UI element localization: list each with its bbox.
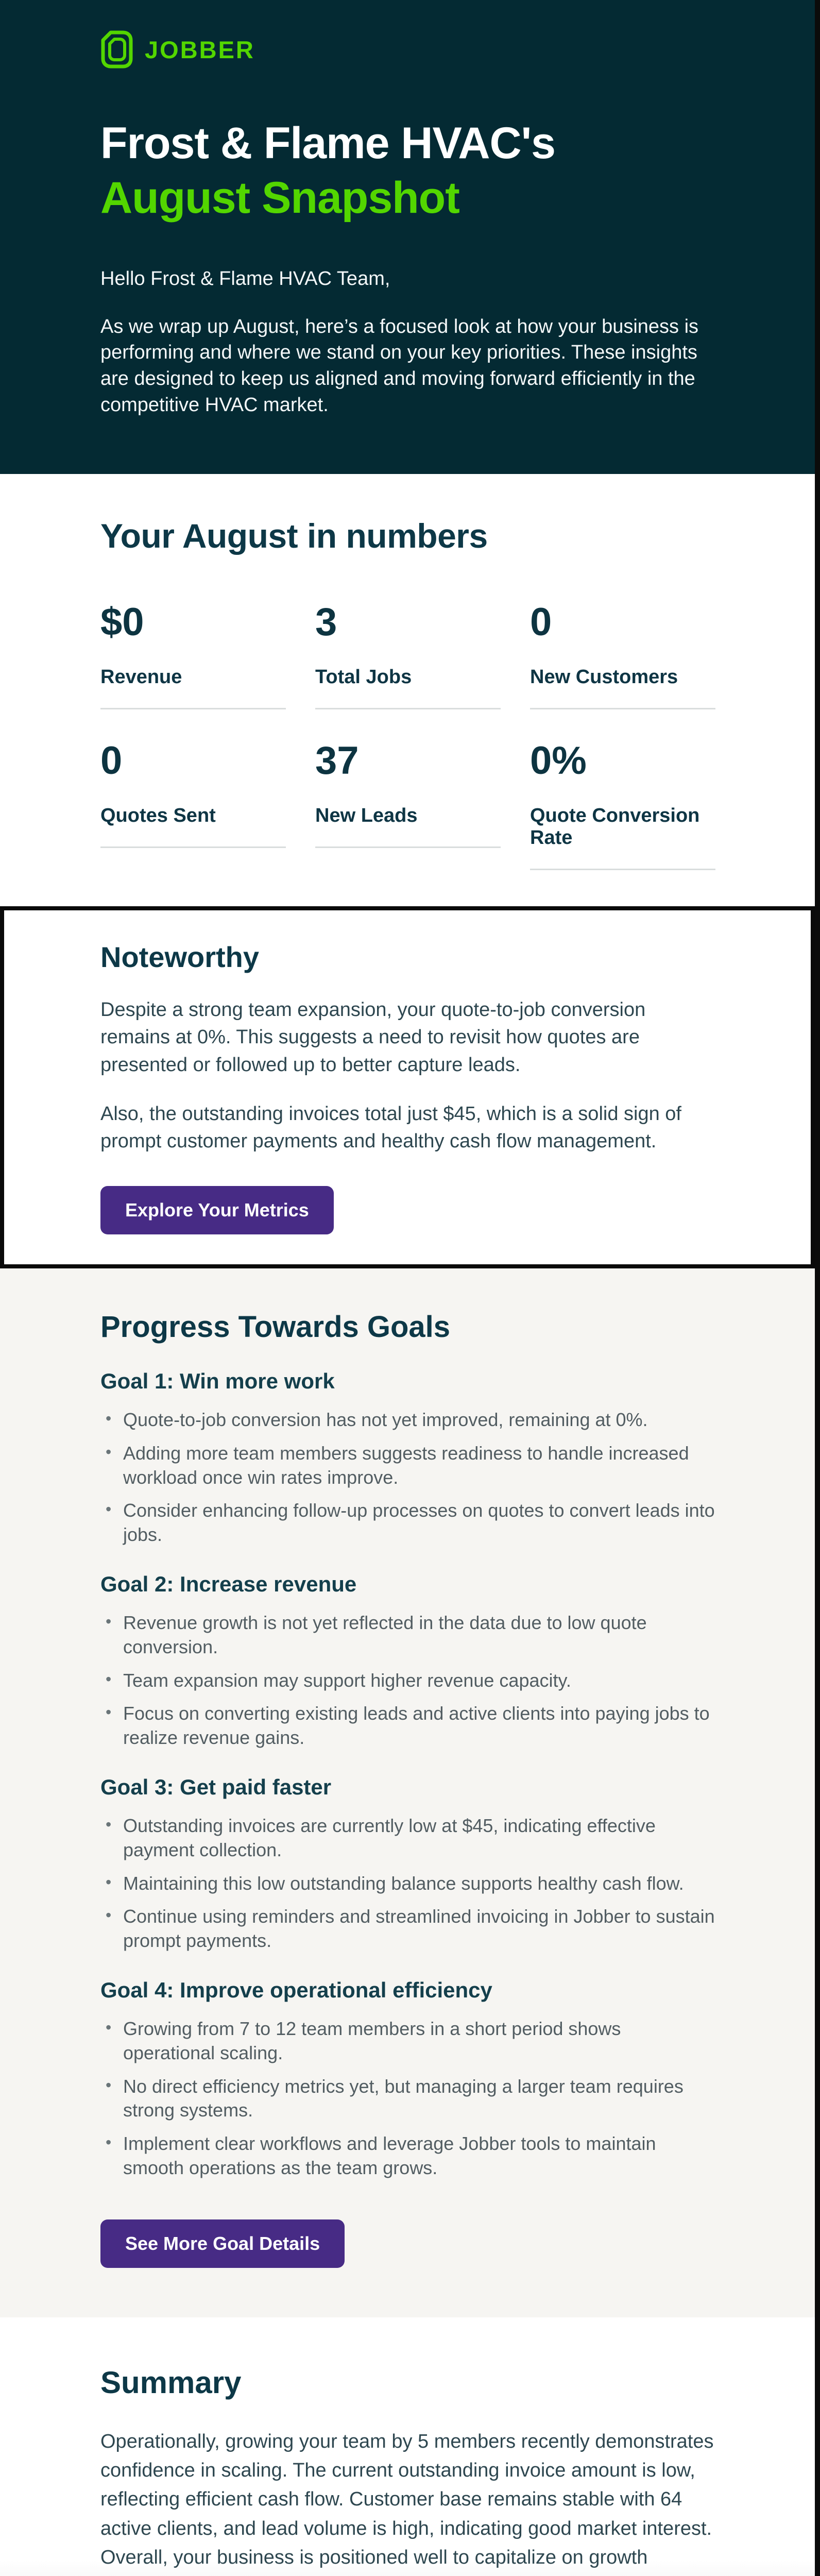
stat-value: 0% (530, 739, 587, 783)
goals-section (0, 1268, 815, 2317)
jobber-logo-icon (100, 30, 133, 69)
stat-quote-conversion-rate (530, 738, 715, 870)
goal-bullet: • Adding more team members suggests readiness to handle increased workload once win rates improve. (100, 1442, 717, 1490)
stat-divider (530, 708, 715, 709)
numbers-section (0, 474, 815, 906)
see-goal-details-button[interactable]: See More Goal Details (100, 2219, 345, 2268)
goal-title: Goal 2: Increase revenue (100, 1572, 357, 1597)
stat-divider (315, 846, 501, 848)
numbers-heading: Your August in numbers (100, 517, 488, 555)
goal-title: Goal 1: Win more work (100, 1369, 335, 1394)
stat-value: 0 (100, 739, 123, 783)
summary-heading: Summary (100, 2365, 242, 2400)
greeting-text: Hello Frost & Flame HVAC Team, (100, 267, 390, 290)
goal-3 (100, 1775, 717, 1953)
stat-label: New Customers (530, 666, 678, 688)
stat-quotes-sent (100, 738, 286, 870)
goal-bullet: • Maintaining this low outstanding balance supports healthy cash flow. (100, 1872, 717, 1896)
stat-label: Quote Conversion Rate (530, 805, 700, 849)
stat-value: $0 (100, 600, 144, 645)
stat-label: Quotes Sent (100, 805, 216, 827)
goal-bullet: • No direct efficiency metrics yet, but managing a larger team requires strong systems. (100, 2075, 717, 2123)
goal-bullet: • Implement clear workflows and leverage Jobber tools to maintain smooth operations as the team grows. (100, 2132, 717, 2180)
goal-bullet: • Focus on converting existing leads and active clients into paying jobs to realize revenue gains. (100, 1702, 717, 1750)
noteworthy-heading: Noteworthy (100, 941, 259, 974)
stat-divider (100, 708, 286, 709)
jobber-logo-wordmark: JOBBER (145, 36, 255, 63)
goal-bullet-list (100, 1814, 717, 1953)
goals-heading: Progress Towards Goals (100, 1310, 451, 1344)
stats-grid (100, 600, 717, 870)
goal-bullet: • Continue using reminders and streamlined invoicing in Jobber to sustain prompt payments. (100, 1905, 717, 1953)
stat-divider (315, 708, 501, 709)
page-title-line1: Frost & Flame HVAC's (100, 118, 555, 168)
goal-bullet: • Revenue growth is not yet reflected in the data due to low quote conversion. (100, 1611, 717, 1659)
jobber-logo[interactable] (100, 30, 717, 69)
goal-bullet-list (100, 1408, 717, 1547)
stat-total-jobs (315, 600, 501, 709)
goal-bullet: • Growing from 7 to 12 team members in a short period shows operational scaling. (100, 2017, 717, 2065)
goal-bullet-list (100, 2017, 717, 2180)
stat-new-customers (530, 600, 715, 709)
hero-section (0, 0, 815, 474)
page-title (100, 116, 717, 226)
stat-label: Revenue (100, 666, 182, 688)
summary-section (0, 2317, 815, 2576)
goal-bullet-list (100, 1611, 717, 1750)
stat-label: New Leads (315, 805, 418, 827)
page-title-line2: August Snapshot (100, 173, 459, 223)
intro-paragraph: As we wrap up August, here’s a focused look at how your business is performing and where we stand on your key priorities. These insights are designed to keep us aligned and moving forward efficiently in the competitive HVAC market. (100, 315, 699, 416)
goal-4 (100, 1978, 717, 2180)
summary-paragraph: Operationally, growing your team by 5 members recently demonstrates confidence in scaling. The current outstanding invoice amount is low, reflecting efficient cash flow. Customer base remains stable with 64 active clients, and lead volume is high, indicating good market interest. Overall, your business is positioned well to capitalize on growth (100, 2430, 714, 2568)
goal-bullet: • Team expansion may support higher revenue capacity. (100, 1669, 717, 1693)
stat-value: 0 (530, 600, 552, 645)
stat-label: Total Jobs (315, 666, 412, 688)
stat-value: 37 (315, 739, 359, 783)
goal-1 (100, 1369, 717, 1547)
stat-new-leads (315, 738, 501, 870)
goal-bullet: • Consider enhancing follow-up processes on quotes to convert leads into jobs. (100, 1499, 717, 1547)
noteworthy-paragraph-2: Also, the outstanding invoices total just $45, which is a solid sign of prompt customer payments and healthy cash flow management. (100, 1103, 681, 1152)
stat-divider (530, 869, 715, 870)
stat-revenue (100, 600, 286, 709)
goal-title: Goal 4: Improve operational efficiency (100, 1978, 492, 2003)
goal-bullet: • Quote-to-job conversion has not yet improved, remaining at 0%. (100, 1408, 717, 1432)
noteworthy-section (0, 906, 815, 1268)
goal-title: Goal 3: Get paid faster (100, 1775, 332, 1800)
noteworthy-paragraph-1: Despite a strong team expansion, your quote-to-job conversion remains at 0%. This suggests a need to revisit how quotes are presented or followed up to better capture leads. (100, 999, 646, 1076)
explore-metrics-button[interactable]: Explore Your Metrics (100, 1186, 334, 1234)
stat-divider (100, 846, 286, 848)
stat-value: 3 (315, 600, 337, 645)
goal-bullet: • Outstanding invoices are currently low at $45, indicating effective payment collection. (100, 1814, 717, 1862)
goal-2 (100, 1572, 717, 1750)
